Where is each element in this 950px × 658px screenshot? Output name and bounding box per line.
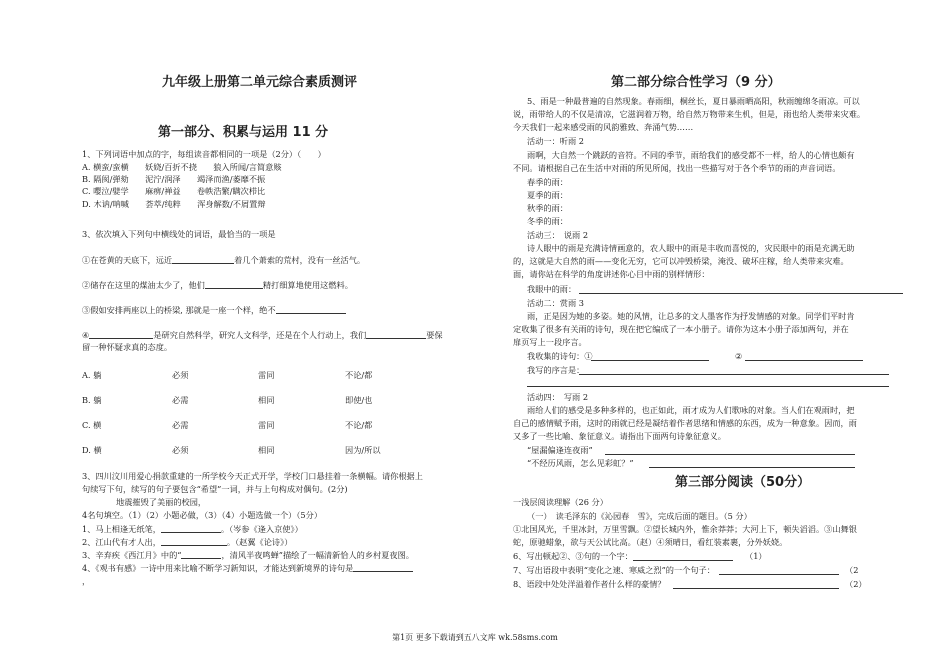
q4-item4-cont: ， xyxy=(82,576,91,586)
part3-heading: 第三部分阅读（50分） xyxy=(675,475,811,490)
choice-d-4: 因为/所以 xyxy=(345,445,381,455)
q4-item3: 3、辛弃疾《西江月》中的“ ，清风半夜鸣蝉”描绘了一幅清新恰人的乡村夏夜图。 xyxy=(82,549,414,560)
q4-item1: 1、马上相逢无纸笔， 。（岑参《逢入京使》） xyxy=(82,523,303,534)
answer-line xyxy=(591,360,709,361)
q3-sentence3: ③假如安排两座以上的桥梁, 那就是一座一个样，绝不 xyxy=(82,305,346,314)
choice-c-2: 必需 xyxy=(172,420,189,430)
choice-b-2: 必需 xyxy=(172,395,189,405)
answer-line xyxy=(673,588,839,589)
q1-option-b: B. 隔阂/弹劾 泥泞/润泽 竭泽而渔/萎靡不振 xyxy=(82,174,266,184)
poem-text-line1: ①北国风光，千里冰封，万里雪飘。②望长城内外，惟余莽莽；大河上下，顿失滔滔。③山舞银 xyxy=(513,524,857,534)
q5-line2: 说，雨带给人的不仅是清凉，它滋润着万物，给自然万物带来生机，但是，雨也给人类带来灾难。 xyxy=(513,109,866,119)
blank xyxy=(89,330,153,339)
blank xyxy=(366,330,426,339)
activity4-line2: 自己的感情赋予雨，这时的雨就已经是凝结着作者思绪和情感的东西，成为一种意象。因而，雨 xyxy=(513,418,857,428)
activity1-line1: 雨啊，大自然一个跳跃的音符。不同的季节，雨给我们的感受都不一样，给人的心情也颇有 xyxy=(527,150,855,160)
blank xyxy=(161,524,221,533)
exam-title: 九年级上册第二单元综合素质测评 xyxy=(162,75,358,90)
q4-item4: 4、《观书有感》一诗中用来比喻不断学习新知识，才能达到新境界的诗句是 xyxy=(82,563,413,572)
activity3-line3: 面，请你站在科学的角度讲述你心目中雨的别样情形： xyxy=(513,269,710,279)
poem-1: “屋漏偏逢连夜雨” xyxy=(527,445,593,455)
blank xyxy=(161,537,227,546)
blank xyxy=(181,550,221,559)
choice-d-3: 相同 xyxy=(258,445,275,455)
q4-stem: 4名句填空。（1）（2）小题必做，（3）（4）小题选做一个）（5分） xyxy=(82,510,323,520)
sub-section-1a: （一） 读毛泽东的《沁园春 雪》，完成后面的题目。（5 分） xyxy=(527,511,752,521)
blank xyxy=(353,563,413,572)
answer-line xyxy=(649,467,855,468)
sub-section-1: 一浅层阅读理解（26 分） xyxy=(513,497,608,507)
choice-a-1: A. 躺 xyxy=(82,370,102,380)
q3-sentence4: ④ 是研究自然科学，研究人文科学，还是在个人行动上，我们 要保 xyxy=(82,329,443,340)
collected-poem-2-label: ② xyxy=(735,351,743,361)
q8: 8、语段中处处洋溢着作者什么样的豪情？ xyxy=(513,579,666,589)
q7-score: （2 xyxy=(845,565,859,575)
activity3-title: 活动三： 说雨 2 xyxy=(527,230,589,240)
activity2-title: 活动二：赏雨 3 xyxy=(527,298,584,308)
q1-option-c: C. 嘤泣/嬖学 麻痹/禅益 卷帙浩繁/瞒次栉比 xyxy=(82,186,266,196)
my-rain-label: 我眼中的雨： xyxy=(527,284,577,294)
choice-a-2: 必须 xyxy=(172,370,189,380)
autumn-rain: 秋季的雨： xyxy=(527,203,568,213)
preface-label: 我写的序言是： xyxy=(527,365,585,375)
choice-c-4: 不论/都 xyxy=(345,420,373,430)
activity3-line2: 的，这就是大自然的雨——变化无穷，它可以冲毁桥梁，淹没、破坏庄稼，给人类带来灾难。 xyxy=(513,256,849,266)
activity3-line1: 诗人眼中的雨是充满诗情画意的，农人眼中的雨是丰收而喜悦的，灾民眼中的雨是充满无助 xyxy=(527,243,855,253)
answer-line xyxy=(745,360,863,361)
q1-option-a: A. 横蛮/蛮横 妖娆/百折不挠 狼入所闻/言简意赅 xyxy=(82,162,282,172)
poem-2: “不经历风雨，怎么见彩虹？” xyxy=(527,458,634,468)
blank xyxy=(172,255,234,264)
choice-c-1: C. 横 xyxy=(82,420,102,430)
q3b-given: 地震摧毁了美丽的校园， xyxy=(116,497,207,507)
q6-score: （1） xyxy=(745,551,767,561)
choice-a-3: 雷同 xyxy=(258,370,275,380)
page-footer: 第1页 更多下载请到五八文库 wk.58sms.com xyxy=(392,633,558,642)
q8-score: （2） xyxy=(845,579,867,589)
winter-rain: 冬季的雨： xyxy=(527,216,568,226)
poem-text-line2: 蛇，原驰蜡象，欲与天公试比高。（赵）④须晴日，看红装素裹，分外妖娆。 xyxy=(513,537,788,547)
activity2-line3: 扉页写上一段序言。 xyxy=(513,337,587,347)
q3-sentence2: ②储存在这里的煤油太少了，他们 精打细算地使用这燃料。 xyxy=(82,279,353,290)
part2-heading: 第二部分综合性学习（9 分） xyxy=(611,75,781,90)
answer-line xyxy=(579,374,889,375)
q3b-stem-line1: 3、四川汶川用爱心捐款重建的一所学校今天正式开学，学校门口悬挂着一条横幅。请你根据上 xyxy=(82,471,423,481)
spring-rain: 春季的雨： xyxy=(527,177,568,187)
q7: 7、写出语段中表明“变化之速、寒威之烈”的一个句子： xyxy=(513,565,715,575)
q1-option-d: D. 木讷/呐喊 荟萃/纯粹 浑身解数/不屑置辩 xyxy=(82,199,266,209)
choice-d-1: D. 横 xyxy=(82,445,102,455)
blank xyxy=(276,305,346,314)
q5-line1: 5、雨是一种最普遍的自然现象。春雨细，桐丝长，夏日暴雨晒高阳，秋雨缠绵冬雨凉。可以 xyxy=(527,96,860,106)
activity4-line1: 雨给人们的感受是多种多样的，也正如此，雨才成为人们歌咏的对象。当人们在观雨时，把 xyxy=(527,405,855,415)
activity4-title: 活动四： 写雨 2 xyxy=(527,392,589,402)
q5-line3: 今天我们一起来感受雨的风韵雅致、奔涌气势…… xyxy=(513,122,694,132)
summer-rain: 夏季的雨： xyxy=(527,190,568,200)
q6: 6、写出顿起②、③句的一个字： xyxy=(513,551,633,561)
q3-sentence4-cont: 留一种怀疑求真的态度。 xyxy=(82,342,173,352)
choice-b-1: B. 躺 xyxy=(82,395,102,405)
q3-sentence1: ①在苍黄的天底下，远近 着几个萧索的荒村，没有一丝活气。 xyxy=(82,254,366,265)
q1-stem: 1、下列词语中加点的字，每组读音都相同的一项是（2分）（ ） xyxy=(82,149,326,159)
q3b-stem-line2: 句续写下句，续写的句子要包含“希望”一词，并与上句构成对偶句。(2分) xyxy=(82,484,348,494)
q4-item2: 2、江山代有才人出， 。（赵翼《论诗》） xyxy=(82,536,293,547)
answer-line xyxy=(527,386,889,387)
blank xyxy=(205,280,263,289)
activity2-line2: 定收集了很多有关雨的诗句，现在把它编成了一本小册子。请你为这本小册子添加两句，并在 xyxy=(513,324,849,334)
answer-line xyxy=(579,293,903,294)
answer-line xyxy=(633,560,733,561)
choice-d-2: 必须 xyxy=(172,445,189,455)
choice-c-3: 雷同 xyxy=(258,420,275,430)
choice-a-4: 不论/都 xyxy=(345,370,373,380)
answer-line xyxy=(719,574,839,575)
q3-stem: 3、依次填入下列句中横线处的词语，最恰当的一项是 xyxy=(82,229,276,239)
choice-b-4: 即使/也 xyxy=(345,395,373,405)
activity2-line1: 雨，正是因为她的多姿。她的风情，让总多的文人墨客作为抒发情感的对象。同学们平时肯 xyxy=(527,311,855,321)
collected-poems-label: 我收集的诗句：① xyxy=(527,351,593,361)
activity4-line3: 又多了一些比喻、象征意义。请指出下面两句诗象征意义。 xyxy=(513,431,726,441)
part1-heading: 第一部分、积累与运用 11 分 xyxy=(158,125,329,140)
answer-line xyxy=(605,454,855,455)
choice-b-3: 相同 xyxy=(258,395,275,405)
activity1-line2: 不同。请根据自己在生活中对雨的所见所闻，找出一些描写对于各个季节的雨的声音词语。 xyxy=(513,163,841,173)
activity1-title: 活动一：听雨 2 xyxy=(527,136,584,146)
